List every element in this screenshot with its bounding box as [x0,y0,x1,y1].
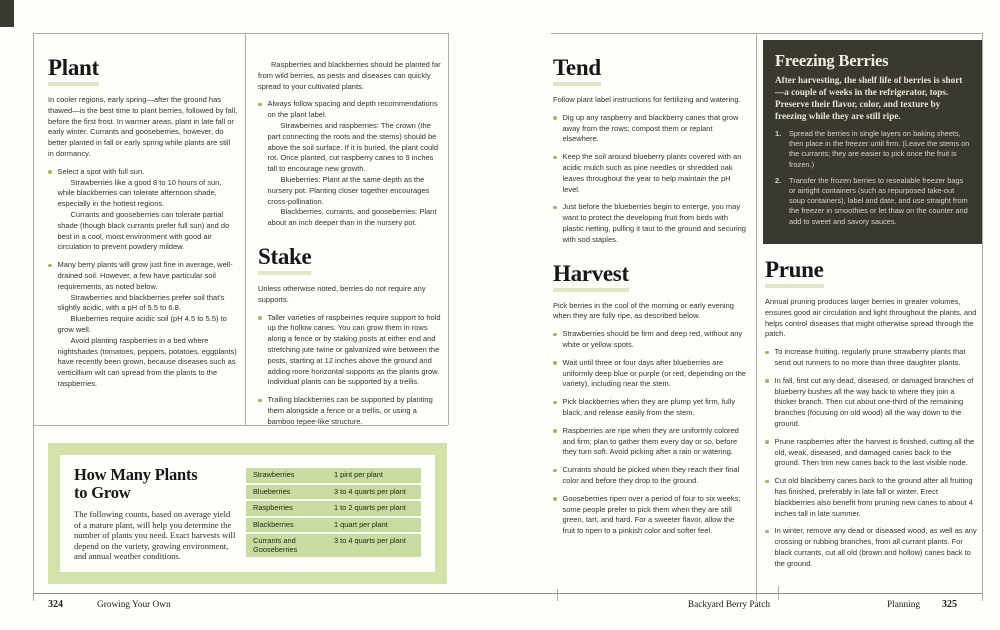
step-number: 1. [775,129,782,138]
harvest-bullet-text: Wait until three or four days after blueberries are uniformly deep blue or purple (or red, depending on the variety), including near the stem. [562,357,746,389]
harvest-heading: Harvest [553,262,629,292]
berry-name: Strawberries [253,470,295,479]
plant-bullet-sub: Blueberries: Plant at the same depth as the nursery pot. Planting closer together encourages cross-pollination. [267,174,430,206]
bullet-icon [258,316,262,320]
table-row [246,501,421,516]
step-text: Transfer the frozen berries to resealable freezer bags or airtight containers (such as repurposed take-out soup containers), label and date, and use straight from the freezer in smoothies or let thaw on the counter and add to sweet and savory sauces. [789,175,968,226]
bullet-icon [765,351,769,355]
right-page-right-rule [982,33,983,601]
harvest-bullet [553,397,747,419]
how-many-title-line1: How Many Plants [74,465,198,484]
right-page-number: 325 [942,599,957,610]
plant-bullet-text: Select a spot with full sun. [57,166,145,176]
page-corner-tab [0,0,14,27]
footer-divider-tick [778,586,779,600]
prune-bullet [765,376,978,430]
prune-bullet-text: In fall, first cut any dead, diseased, or damaged branches of blueberry bushes all the way back to where they join a thicker branch. Then cut about one-third of the remaining branches (focusing on old wood) all the way down to the ground. [774,375,974,428]
prune-bullet-text: In winter, remove any dead or diseased wood, as well as any crossing or rubbing branches, from all currant plants. For black currants, cut all old (brown and hollow) canes back to the ground. [774,526,977,568]
plant-bullet-sub: Avoid planting raspberries in a bed where nightshades (tomatoes, peppers, potatoes, eggplants) have recently been grown, because diseases such as verticillium wilt can spread from the plants to the raspberries. [57,335,237,388]
right-page-top-rule [551,33,982,34]
bullet-icon [553,469,557,473]
how-many-plants-title [74,466,236,502]
plant-bullet [48,167,238,253]
harvest-bullet [553,358,747,390]
bullet-icon [553,116,557,120]
prune-intro: Annual pruning produces larger berries in greater volumes, ensures good air circulation and light throughout the plants, and helps control diseases that might otherwise spread through the patch. [765,297,977,339]
how-many-title-line2: to Grow [74,483,131,502]
bullet-icon [553,497,557,501]
yield-amount: 3 to 4 quarts per plant [334,536,406,545]
footer-tick [557,589,558,601]
bullet-icon [48,264,52,268]
plant-bullet-sub: Strawberries and blackberries prefer soil that's slightly acidic, with a pH of 5.5 to 6.8. [57,292,225,313]
tend-heading: Tend [553,56,601,86]
table-row [246,485,421,500]
berry-name: Raspberries [253,503,293,512]
prune-bullet-text: Cut old blackberry canes back to the ground after all fruiting has finished, preferably in late fall or winter. Erect blackberries also benefit from pruning new canes to about 4 inches tall in late summer. [774,476,973,518]
left-page-top-rule [33,33,448,34]
freezing-step [775,176,970,227]
footer-section-right: Planning [886,600,920,610]
berry-name: Currants and Gooseberries [253,536,298,554]
freezing-berries-title: Freezing Berries [775,51,889,70]
prune-bullet-text: Prune raspberries after the harvest is finished, cutting all the old, weak, diseased, and damaged canes back to the ground. Then trim new canes back to the last visible node. [774,436,975,468]
freezing-berries-box [763,40,982,244]
harvest-bullet [553,426,747,458]
tend-bullet-text: Dig up any raspberry and blackberry canes that grow away from the rows; compost them or replant elsewhere. [562,112,739,144]
bullet-icon [258,399,262,403]
stake-bullet [258,395,442,427]
stake-heading: Stake [258,245,311,275]
prune-bullet [765,437,978,469]
tend-intro: Follow plant label instructions for fertilizing and watering. [553,95,741,104]
left-page-left-rule [33,33,34,601]
table-row [246,468,421,483]
freezing-step [775,129,970,170]
plant-section [48,56,238,397]
left-page-number: 324 [48,599,63,610]
harvest-bullet-text: Pick blackberries when they are plump yet firm, fully black, and release easily from the stem. [562,397,736,417]
step-number: 2. [775,175,782,185]
harvest-bullet-text: Gooseberries ripen over a period of four to six weeks; some people prefer to pick them when they are still green, tart, and hard. For a sweeter flavor, allow the fruit to ripen to a pinkish color and softer feel. [562,493,741,536]
yield-amount: 3 to 4 quarts per plant [334,486,406,496]
berry-name: Blackberries [253,519,294,529]
right-page-column-divider [756,33,757,601]
tend-bullet-text: Just before the blueberries begin to emerge, you may want to protect the developing fruit from birds with plastic netting, pulling it taut to the ground and securing with sod staples. [562,202,746,244]
plant-bullet [48,260,238,390]
harvest-bullet-text: Strawberries should be firm and deep red, without any white or yellow spots. [562,329,743,349]
yield-table [246,466,421,561]
berry-name: Blueberries [253,486,291,496]
step-text: Spread the berries in single layers on baking sheets, then place in the freezer until firm. (Leave the stems on the currants; they are easier to pick once the fruit is frozen.) [789,129,970,169]
plant-bullet-sub: Blueberries require acidic soil (pH 4.5 to 5.5) to grow well. [57,314,227,334]
bullet-icon [553,333,557,337]
prune-bullet [765,526,978,569]
plant-bullet-text: Always follow spacing and depth recommendations on the plant label. [267,99,438,120]
plant-bullet-sub: Strawberries and raspberries: The crown (the part connecting the roots and the stems) should be above the soil surface. If it is buried, the plant could rot. Once planted, cut raspberry canes to 9 inches tall to encourage new growth. [267,120,439,174]
bullet-icon [765,440,769,444]
footer-chapter-left: Growing Your Own [97,600,171,610]
bullet-icon [553,156,557,160]
tend-and-harvest-section [553,56,747,544]
how-many-plants-body: The following counts, based on average yield of a mature plant, will help you determine the number of plants you need. Exact harvests will depend on the variety, growing environment, and annual weather conditions. [74,509,236,562]
harvest-bullet [553,494,747,537]
stake-bullet [258,313,442,389]
bullet-icon [765,530,769,534]
plant-continued-and-stake-section [258,60,442,435]
plant-intro: In cooler regions, early spring—after the ground has thawed—is the best time to plant berries, followed by fall, before the first frost. In warmer areas, plant in late fall or early winter. Currants and gooseberries, however, do better planted in fall or early spring while plants are still in dormancy. [48,95,238,158]
bullet-icon [765,480,769,484]
plant-bullet [258,99,442,229]
table-row [246,534,421,557]
harvest-bullet-text: Currants should be picked when they reach their final color and before they drop to the ground. [562,465,740,485]
left-page-right-rule [448,33,449,425]
bullet-icon [553,361,557,365]
left-page-column-divider [245,33,246,425]
prune-section [765,258,978,577]
plant-bullet-sub: Strawberries like a good 8 to 10 hours of sun, while blackberries can tolerate afternoon shade, especially in the hottest regions. [57,177,222,209]
tend-bullet [553,202,747,245]
yield-amount: 1 quart per plant [334,519,388,529]
plant-continued-paragraph: Raspberries and blackberries should be planted far from wild berries, as pests and diseases can quickly spread to your cultivated plants. [258,60,441,91]
plant-bullet-sub: Blackberries, currants, and gooseberries: Plant about an inch deeper than in the nursery pot. [267,207,437,228]
tend-bullet-text: Keep the soil around blueberry plants covered with an acidic mulch such as pine needles or shredded oak leaves throughout the year to help maintain the pH level. [562,152,742,194]
bullet-icon [553,206,557,210]
footer-rule [33,593,982,594]
plant-heading: Plant [48,56,99,86]
tend-bullet [553,113,747,145]
prune-bullet [765,347,978,369]
table-row [246,518,421,533]
how-many-plants-box [48,443,447,584]
tend-bullet [553,152,747,195]
bullet-icon [765,379,769,383]
freezing-berries-intro: After harvesting, the shelf life of berries is short—a couple of weeks in the refrigerator, tops. Preserve their flavor, color, and texture by freezing while they are still ripe. [775,75,963,121]
stake-intro: Unless otherwise noted, berries do not require any supports. [258,283,426,304]
harvest-intro: Pick berries in the cool of the morning or early evening when they are fully ripe, as described below. [553,300,734,321]
bullet-icon [48,170,52,174]
yield-amount: 1 to 2 quarts per plant [334,503,406,512]
stake-bullet-text: Trailing blackberries can be supported by planting them alongside a fence or a trellis, or using a bamboo tepee-like structure. [267,395,433,426]
harvest-bullet [553,329,747,351]
prune-bullet-text: To increase fruiting, regularly prune strawberry plants that send out runners to no more than three daughter plants. [774,347,966,367]
bullet-icon [553,429,557,433]
harvest-bullet [553,465,747,487]
stake-bullet-text: Taller varieties of raspberries require support to hold up the hollow canes. You can grow them in rows along a fence or by staking posts at either end and stretching jute twine or galvanized wire between the posts, starting at 12 inches above the ground and adding more horizontal supports as the plants grow. Individual plants can be supported by a trellis. [267,312,441,387]
bullet-icon [553,401,557,405]
plant-bullet-sub: Currants and gooseberries can tolerate partial shade (though black currants prefer full sun) and do best in a cool, moist environment with good air circulation to prevent powdery mildew. [57,209,230,252]
yield-amount: 1 pint per plant [334,470,383,479]
footer-chapter-right: Backyard Berry Patch [687,600,770,610]
bullet-icon [258,103,262,107]
plant-bullet-text: Many berry plants will grow just fine in average, well-drained soil. However, a few have particular soil requirements, as noted below. [57,260,233,291]
harvest-bullet-text: Raspberries are ripe when they are uniformly colored and firm; plan to gather them every day or so, before they turn soft. Avoid picking after a rain or watering. [562,425,739,457]
prune-heading: Prune [765,258,824,288]
prune-bullet [765,476,978,519]
